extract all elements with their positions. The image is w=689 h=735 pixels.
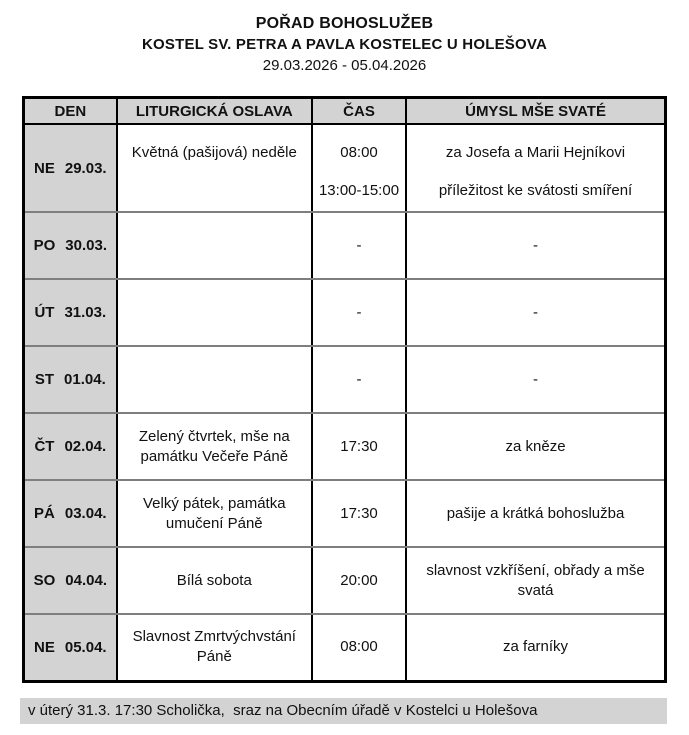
day-abbr: ÚT [34, 304, 55, 321]
header-liturgy: LITURGICKÁ OSLAVA [117, 98, 312, 125]
intention-cell [406, 614, 665, 681]
liturgy-text: Velký pátek, památka umučení Páně [142, 494, 286, 532]
header-intention: ÚMYSL MŠE SVATÉ [406, 98, 665, 125]
header-time: ČAS [312, 98, 406, 125]
day-date: 29.03. [64, 159, 107, 177]
footer-note-bar [20, 698, 667, 724]
liturgy-text: Slavnost Zmrtvýchvstání Páně [132, 628, 296, 666]
liturgy-text: Zelený čtvrtek, mše na památku Večeře Páně [138, 427, 290, 465]
day-cell [24, 547, 117, 614]
day-date: 02.04. [64, 438, 107, 455]
intention-text: za kněze [505, 437, 566, 455]
time-text: 20:00 [340, 571, 378, 589]
liturgy-text: Květná (pašijová) neděle [131, 144, 297, 161]
time-cell [312, 480, 406, 547]
page-title: POŘAD BOHOSLUŽEB [255, 15, 434, 32]
header-day: DEN [24, 98, 117, 125]
day-date: 05.04. [64, 638, 107, 656]
time-cell [312, 124, 406, 212]
time-cell [312, 279, 406, 346]
day-abbr: ČT [34, 438, 55, 455]
liturgy-cell [117, 346, 312, 413]
day-abbr: PO [33, 237, 56, 254]
church-name: KOSTEL SV. PETRA A PAVLA KOSTELEC U HOLEŠOVA [142, 36, 547, 53]
liturgy-text: Bílá sobota [176, 571, 252, 589]
liturgy-cell [117, 279, 312, 346]
table-row [24, 279, 666, 346]
liturgy-cell [117, 212, 312, 279]
time-text: 08:00 [340, 638, 378, 656]
intention-text: příležitost ke svátosti smíření [438, 182, 633, 199]
day-abbr: NE [34, 159, 55, 177]
liturgy-cell [117, 614, 312, 681]
intention-text: slavnost vzkříšení, obřady a mše svatá [426, 561, 645, 599]
table-row [24, 212, 666, 279]
table-row [24, 614, 666, 681]
intention-cell [406, 413, 665, 480]
day-abbr: ST [34, 371, 55, 388]
day-cell [24, 212, 117, 279]
time-cell [312, 413, 406, 480]
intention-cell [406, 547, 665, 614]
time-cell [312, 614, 406, 681]
time-cell [312, 346, 406, 413]
liturgy-cell [117, 413, 312, 480]
table-row [24, 124, 666, 212]
day-cell [24, 480, 117, 547]
intention-cell [406, 279, 665, 346]
liturgy-cell [117, 124, 312, 212]
day-cell [24, 346, 117, 413]
time-text: - [356, 303, 362, 321]
intention-text: za Josefa a Marii Hejníkovi [445, 144, 626, 161]
time-text: 13:00-15:00 [318, 182, 400, 199]
time-text: - [356, 236, 362, 254]
intention-text: za farníky [503, 638, 569, 656]
intention-text: - [533, 236, 539, 254]
day-date: 31.03. [64, 304, 107, 321]
time-text: 17:30 [340, 504, 378, 522]
time-cell [312, 212, 406, 279]
day-date: 03.04. [64, 505, 107, 522]
table-row [24, 480, 666, 547]
liturgy-cell [117, 480, 312, 547]
intention-text: - [533, 370, 539, 388]
intention-cell [406, 212, 665, 279]
day-cell [24, 124, 117, 212]
table-row [24, 346, 666, 413]
footer-note-text: v úterý 31.3. 17:30 Scholička, sraz na Obecním úřadě v Kostelci u Holešova [28, 702, 538, 719]
intention-text: pašije a krátká bohoslužba [446, 504, 625, 522]
day-date: 30.03. [65, 237, 108, 254]
table-row [24, 413, 666, 480]
intention-cell [406, 124, 665, 212]
day-date: 04.04. [65, 572, 108, 589]
intention-text: - [533, 303, 539, 321]
day-abbr: SO [33, 572, 56, 589]
day-cell [24, 279, 117, 346]
time-cell [312, 547, 406, 614]
document-header [0, 0, 689, 76]
schedule-table [22, 96, 667, 683]
day-abbr: NE [34, 638, 55, 656]
time-text: - [356, 370, 362, 388]
table-row [24, 547, 666, 614]
date-range: 29.03.2026 - 05.04.2026 [262, 57, 427, 74]
day-cell [24, 413, 117, 480]
day-date: 01.04. [64, 371, 106, 388]
table-header-row [24, 98, 666, 125]
day-cell [24, 614, 117, 681]
time-text: 17:30 [340, 437, 378, 455]
intention-cell [406, 480, 665, 547]
time-text: 08:00 [340, 144, 378, 161]
day-abbr: PÁ [34, 505, 55, 522]
liturgy-cell [117, 547, 312, 614]
intention-cell [406, 346, 665, 413]
